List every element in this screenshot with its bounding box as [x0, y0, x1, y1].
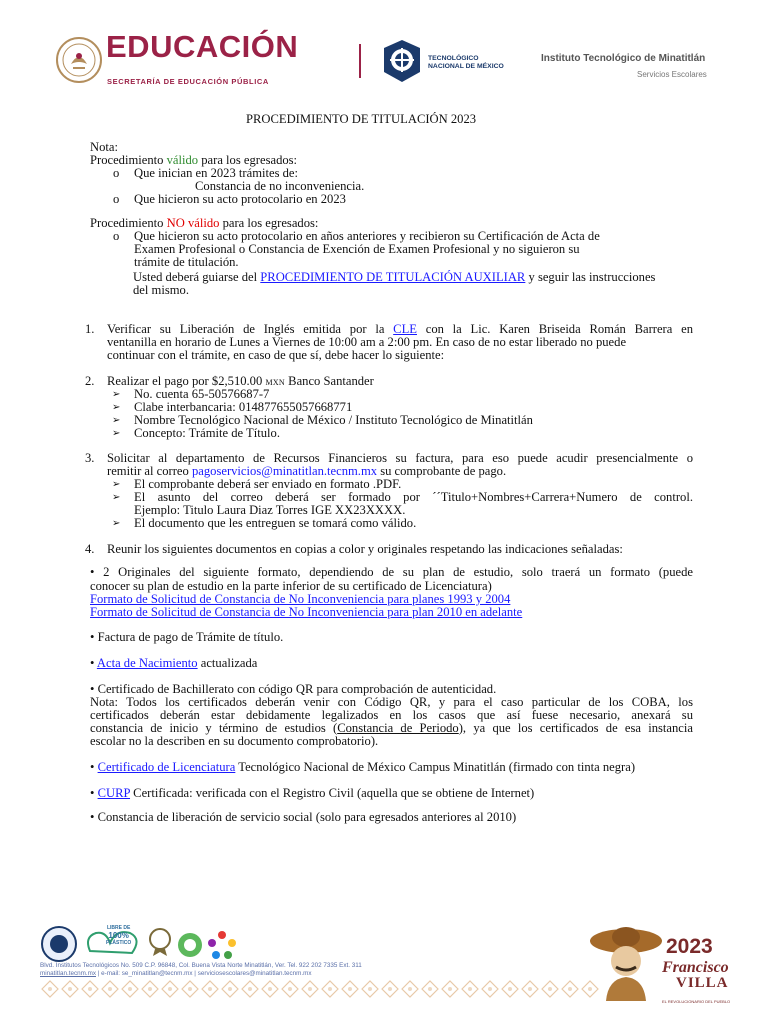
- cle-link[interactable]: CLE: [393, 322, 417, 336]
- step-2-item-4: Concepto: Trámite de Título.: [134, 426, 280, 440]
- tecnm-line-2: NACIONAL DE MÉXICO: [428, 63, 504, 70]
- villa-year: 2023: [666, 935, 713, 958]
- tecnm-logo-icon: [380, 38, 424, 84]
- req-7: [90, 811, 516, 824]
- valid-bullet-1: o: [113, 166, 120, 180]
- step-1-pre: Verificar su Liberación de Inglés emitida por la: [107, 322, 394, 336]
- bullet-dot: •: [90, 682, 95, 696]
- currency-mxn: MXN: [265, 378, 286, 387]
- valid-bullet-2: o: [113, 192, 120, 206]
- invalid-item-line-2: Examen Profesional o Constancia de Exención de Examen Profesional y no siguieron su: [134, 242, 580, 256]
- step-4-text: Reunir los siguientes documentos en copias a color y originales respetando las indicaciones señaladas:: [107, 542, 623, 556]
- invalid-bullet: o: [113, 229, 120, 243]
- req-1-line-2: conocer su plan de estudio en la parte inferior de su certificado de Licenciatura): [90, 579, 492, 593]
- req-4-d-post: ), ya que los certificados de esa instancia: [458, 721, 693, 735]
- invalid-item-line-3: trámite de titulación.: [134, 255, 239, 269]
- colorful-badge-icon: [206, 929, 238, 961]
- step-3-pre: remitir al correo: [107, 464, 192, 478]
- libre-text: LIBRE DE: [106, 925, 131, 931]
- bullet-dot: •: [90, 630, 95, 644]
- req-6-post: Certificada: verificada con el Registro Civil (aquella que se obtiene de Internet): [130, 786, 535, 800]
- req-4-line-3: certificados deberán estar debidamente legalizados en los casos que así fuese necesario, anexará su: [90, 708, 693, 722]
- footer-web-link[interactable]: minatitlan.tecnm.mx: [40, 970, 96, 977]
- coat-of-arms-seal: [55, 36, 103, 84]
- certificado-licenciatura-link[interactable]: Certificado de Licenciatura: [97, 760, 236, 774]
- step-3-item-3: El documento que les entreguen se tomará como válido.: [134, 516, 417, 530]
- step-3-item-2: El asunto del correo deberá ser formado por ´´Titulo+Nombres+Carrera+Numero de control.: [134, 490, 693, 504]
- step-3-number: 3.: [85, 451, 95, 465]
- valid-pre: Procedimiento: [90, 153, 167, 167]
- footer-address: Blvd. Institutos Tecnológicos No. 509 C.P. 96848, Col. Buena Vista Norte Minatitlán, Ver. Tel. 922 202 7335 Ext. 311: [40, 962, 362, 969]
- invalid-pre: Procedimiento: [90, 216, 167, 230]
- req-4-text: Certificado de Bachillerato con código QR para comprobación de autenticidad.: [94, 682, 497, 696]
- req-1-link-2-row: [90, 606, 522, 619]
- tecnm-line-1: TECNOLÓGICO: [428, 55, 479, 62]
- step-3-item-1: El comprobante deberá ser enviado en formato .PDF.: [134, 477, 402, 491]
- payment-email[interactable]: pagoservicios@minatitlan.tecnm.mx: [191, 464, 378, 478]
- header-divider: [359, 44, 361, 78]
- req-4-d-pre: constancia de inicio y término de estudios (: [90, 721, 338, 735]
- tecnm-name: [428, 55, 504, 71]
- guide-line: [133, 271, 655, 284]
- step-2-arrow-3: ➢: [112, 415, 121, 426]
- itm-seal-icon: [40, 925, 78, 963]
- nota-label: Nota:: [90, 140, 118, 154]
- footer-emails: | e-mail: se_minatitlan@tecnm.mx | serviciosescolares@minatitlan.tecnm.mx: [96, 970, 312, 977]
- francisco-villa-portrait-icon: [588, 923, 664, 1001]
- step-2-arrow-2: ➢: [112, 402, 121, 413]
- step-2-arrow-1: ➢: [112, 389, 121, 400]
- step-1-post: con la Lic. Karen Briseida Román Barrera en: [416, 322, 693, 336]
- green-badge-icon: [176, 931, 204, 959]
- formato-plan-2010-link[interactable]: Formato de Solicitud de Constancia de No Inconveniencia para plan 2010 en adelante: [90, 605, 523, 619]
- step-2-number: 2.: [85, 374, 95, 388]
- req-4-line-2: Nota: Todos los certificados deberán venir con Código QR, y para el caso particular de los COBA, los: [90, 695, 693, 709]
- constancia-periodo-link[interactable]: Constancia de Periodo: [337, 721, 459, 735]
- valid-item-1: Que inician en 2023 trámites de:: [134, 166, 299, 180]
- req-5-post: Tecnológico Nacional de México Campus Minatitlán (firmado con tinta negra): [235, 760, 636, 774]
- valid-word: válido: [166, 153, 199, 167]
- step-2-item-1: No. cuenta 65-50576687-7: [134, 387, 270, 401]
- libre-plastico-label: [106, 925, 131, 946]
- villa-subtitle: EL REVOLUCIONARIO DEL PUEBLO: [662, 999, 731, 1004]
- step-3-post: su comprobante de pago.: [377, 464, 507, 478]
- villa-francisco: Francisco: [662, 959, 729, 976]
- pct-text: 100%: [108, 931, 129, 940]
- req-7-text: Constancia de liberación de servicio social (solo para egresados anteriores al 2010): [94, 810, 517, 824]
- footer: [0, 915, 768, 1024]
- req-6: [90, 787, 534, 800]
- institute-name: Instituto Tecnológico de Minatitlán: [541, 53, 706, 64]
- step-4-number: 4.: [85, 542, 95, 556]
- secretaria-text: SECRETARÍA DE EDUCACIÓN PÚBLICA: [107, 77, 269, 86]
- invalid-post: para los egresados:: [219, 216, 319, 230]
- step-3-line-1: Solicitar al departamento de Recursos Financieros su factura, para eso puede acudir presencialmente o: [107, 451, 693, 465]
- step-1-line-2: ventanilla en horario de Lunes a Viernes de 10:00 am a 2:00 pm. En caso de no estar liberado no puede: [107, 335, 627, 349]
- req-4-line-5: escolar no la describen en su documento comprobatorio).: [90, 734, 379, 748]
- req-1-line-1: [90, 566, 693, 579]
- req-1-text: 2 Originales del siguiente formato, dependiendo de su plan de estudio, solo traerá un formato (puede: [94, 565, 693, 579]
- step-2-item-3: Nombre Tecnológico Nacional de México / Instituto Tecnológico de Minatitlán: [134, 413, 533, 427]
- sub-item: Constancia de no inconveniencia.: [195, 179, 365, 193]
- procedimiento-auxiliar-link[interactable]: PROCEDIMIENTO DE TITULACIÓN AUXILIAR: [260, 270, 526, 284]
- decorative-pattern-band: [40, 977, 600, 1001]
- step-2-post: Banco Santander: [285, 374, 374, 388]
- guide-post: y seguir las instrucciones: [525, 270, 656, 284]
- guide-pre: Usted deberá guiarse del: [133, 270, 261, 284]
- plastico-text: PLÁSTICO: [106, 940, 132, 946]
- step-2-pre: Realizar el pago por $2,510.00: [107, 374, 266, 388]
- req-2: [90, 631, 283, 644]
- step-3-arrow-2: ➢: [112, 492, 121, 503]
- step-1-line-3: continuar con el trámite, en caso de que sí, debe hacer lo siguiente:: [107, 348, 445, 362]
- bullet-dot: •: [90, 656, 95, 670]
- document-title: PROCEDIMIENTO DE TITULACIÓN 2023: [246, 112, 477, 126]
- invalid-word: NO válido: [166, 216, 220, 230]
- educacion-logo-text: EDUCACIÓN: [106, 29, 299, 64]
- guide-end: del mismo.: [133, 283, 189, 297]
- step-2-item-2: Clabe interbancaria: 014877655057668771: [134, 400, 353, 414]
- department-name: Servicios Escolares: [637, 70, 707, 79]
- req-3-post: actualizada: [197, 656, 258, 670]
- req-3: [90, 657, 257, 670]
- step-3-arrow-1: ➢: [112, 479, 121, 490]
- bullet-dot: •: [90, 565, 95, 579]
- invalid-item-line-1: Que hicieron su acto protocolario en años anteriores y recibieron su Certificación de Acta de: [134, 229, 600, 243]
- bullet-dot: •: [90, 760, 95, 774]
- bullet-dot: •: [90, 786, 95, 800]
- villa-name: VILLA: [676, 975, 729, 991]
- step-3-example: Ejemplo: Titulo Laura Diaz Torres IGE XX23XXXX.: [134, 503, 406, 517]
- certification-seal-1-icon: [148, 927, 172, 957]
- bullet-dot: •: [90, 810, 95, 824]
- acta-nacimiento-link[interactable]: Acta de Nacimiento: [96, 656, 198, 670]
- req-5: [90, 761, 635, 774]
- valid-post: para los egresados:: [198, 153, 298, 167]
- req-2-text: Factura de pago de Trámite de título.: [94, 630, 284, 644]
- step-1-number: 1.: [85, 322, 95, 336]
- formato-planes-1993-2004-link[interactable]: Formato de Solicitud de Constancia de No Inconveniencia para planes 1993 y 2004: [90, 592, 511, 606]
- header: [0, 30, 768, 90]
- curp-link[interactable]: CURP: [97, 786, 131, 800]
- valid-item-2: Que hicieron su acto protocolario en 2023: [134, 192, 346, 206]
- step-2-arrow-4: ➢: [112, 428, 121, 439]
- step-3-arrow-3: ➢: [112, 518, 121, 529]
